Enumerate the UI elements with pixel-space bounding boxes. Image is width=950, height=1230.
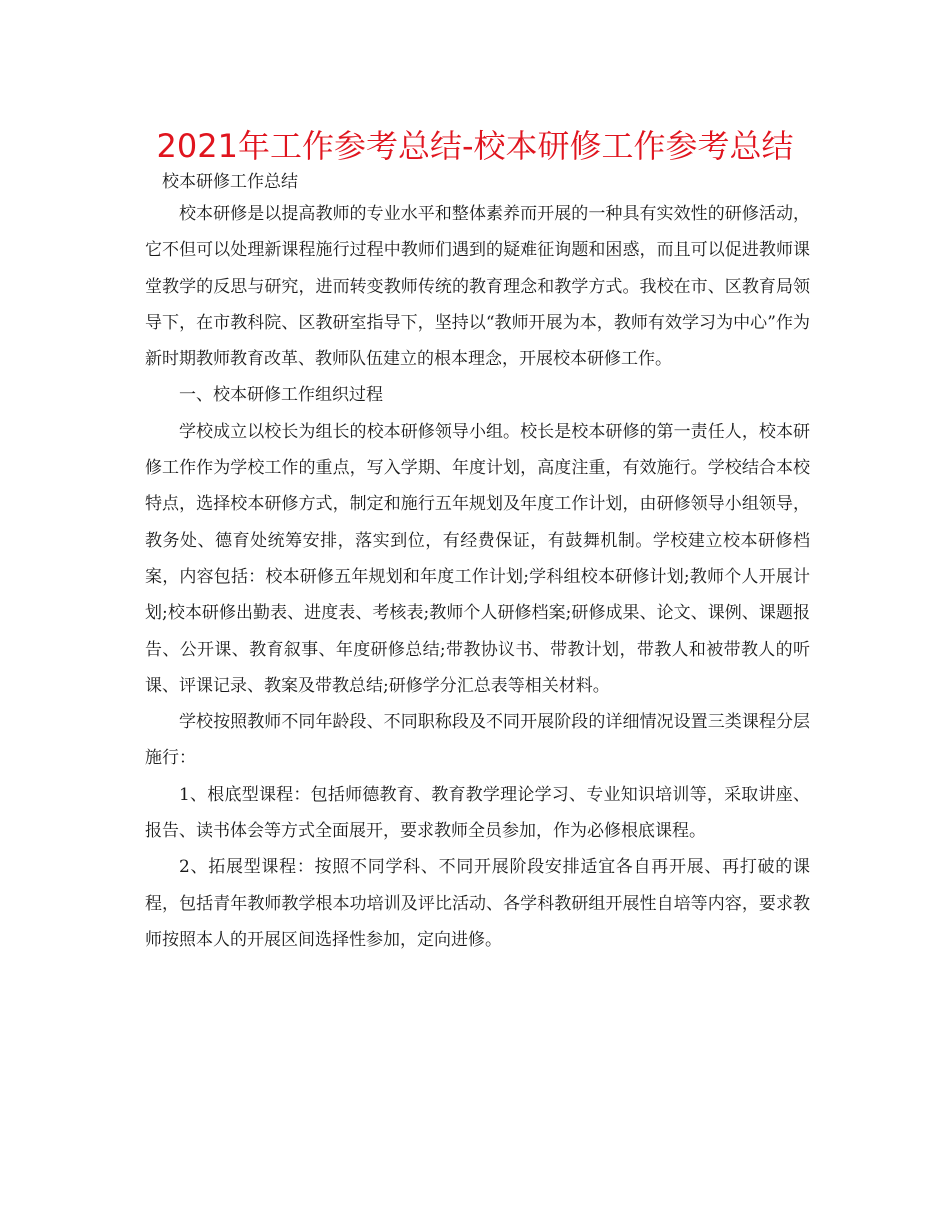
paragraph-course-setup: 学校按照教师不同年龄段、不同职称段及不同开展阶段的详细情况设置三类课程分层施行： — [145, 712, 810, 769]
paragraph-intro: 校本研修是以提高教师的专业水平和整体素养而开展的一种具有实效性的研修活动，它不但可以处理新课程施行过程中教师们遇到的疑难征询题和困惑，而且可以促进教师课堂教学的反思与研究，进而转变教师传统的教育理念和教学方式。我校在市、区教育局领导下，在市教科院、区教研室指导下，坚持以“教师开展为本，教师有效学习为中心”作为新时期教师教育改革、教师队伍建立的根本理念，开展校本研修工作。 — [145, 204, 810, 370]
document-body — [145, 196, 810, 958]
section-heading-1: 一、校本研修工作组织过程 — [179, 385, 383, 406]
document-title: 2021年工作参考总结-校本研修工作参考总结 — [156, 127, 794, 165]
paragraph-organization: 学校成立以校长为组长的校本研修领导小组。校长是校本研修的第一责任人，校本研修工作作为学校工作的重点，写入学期、年度计划，高度注重，有效施行。学校结合本校特点，选择校本研修方式，制定和施行五年规划及年度工作计划，由研修领导小组领导，教务处、德育处统筹安排，落实到位，有经费保证，有鼓舞机制。学校建立校本研修档案，内容包括：校本研修五年规划和年度工作计划;学科组校本研修计划;教师个人开展计划;校本研修出勤表、进度表、考核表;教师个人研修档案;研修成果、论文、课例、课题报告、公开课、教育叙事、年度研修总结;带教协议书、带教计划，带教人和被带教人的听课、评课记录、教案及带教总结;研修学分汇总表等相关材料。 — [145, 421, 810, 696]
paragraph-extended-course: 2、拓展型课程：按照不同学科、不同开展阶段安排适宜各自再开展、再打破的课程，包括青年教师教学根本功培训及评比活动、各学科教研组开展性自培等内容，要求教师按照本人的开展区间选择性参加，定向进修。 — [145, 857, 810, 950]
document-subtitle: 校本研修工作总结 — [162, 172, 298, 192]
paragraph-basic-course: 1、根底型课程：包括师德教育、教育教学理论学习、专业知识培训等，采取讲座、报告、读书体会等方式全面展开，要求教师全员参加，作为必修根底课程。 — [145, 784, 810, 842]
